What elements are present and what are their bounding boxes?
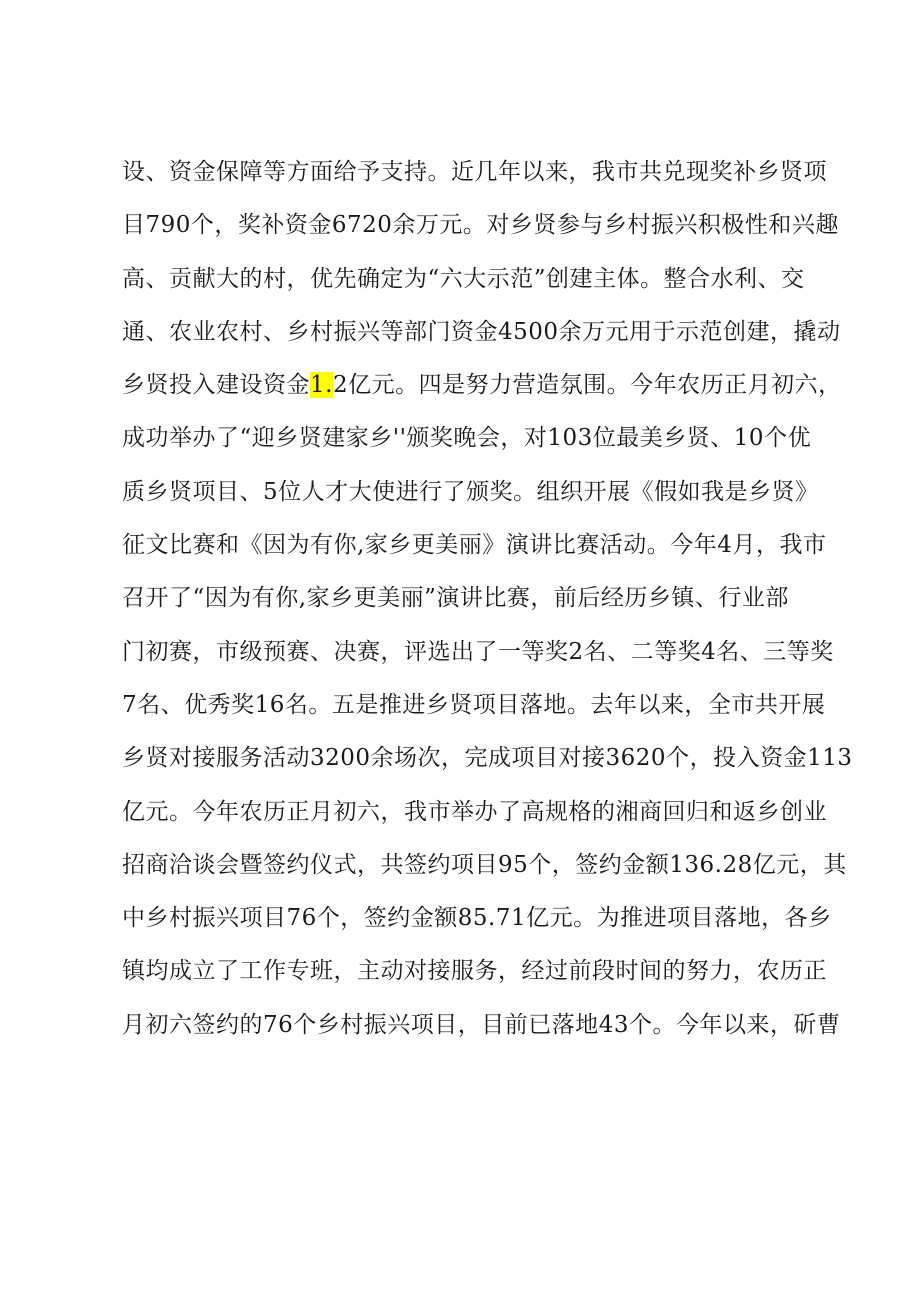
text-line: 成功举办了“迎乡贤建家乡''颁奖晚会，对103位最美乡贤、10个优 [122,425,812,452]
text-line: 高、贡献大的村，优先确定为“六大示范”创建主体。整合水利、交 [122,265,805,292]
text-line: 招商洽谈会暨签约仪式，共签约项目95个，签约金额136.28亿元，其 [122,851,847,878]
text-line: 中乡村振兴项目76个，签约金额85.71亿元。为推进项目落地，各乡 [122,905,832,932]
text-line: 通、农业农村、乡村振兴等部门资金4500余万元用于示范创建，撬动 [122,318,841,345]
text-line: 召开了“因为有你,家乡更美丽”演讲比赛，前后经历乡镇、行业部 [122,585,789,612]
text-segment: 乡贤投入建设资金 [122,372,310,399]
highlighted-text: 1. [310,372,333,399]
text-line: 征文比赛和《因为有你,家乡更美丽》演讲比赛活动。今年4月，我市 [122,532,827,559]
body-text [122,146,853,1052]
text-line: 门初赛，市级预赛、决赛，评选出了一等奖2名、二等奖4名、三等奖 [122,638,834,665]
text-segment: 2亿元。四是努力营造氛围。今年农历正月初六， [332,372,842,399]
text-line: 7名、优秀奖16名。五是推进乡贤项目落地。去年以来，全市共开展 [122,691,826,718]
text-line: 镇均成立了工作专班，主动对接服务，经过前段时间的努力，农历正 [122,958,827,985]
text-line: 乡贤对接服务活动3200余场次，完成项目对接3620个，投入资金113 [122,745,853,772]
text-line: 亿元。今年农历正月初六，我市举办了高规格的湘商回归和返乡创业 [122,798,827,825]
text-line: 设、资金保障等方面给予支持。近几年以来，我市共兑现奖补乡贤项 [122,159,827,185]
text-line: 目790个，奖补资金6720余万元。对乡贤参与乡村振兴积极性和兴趣 [122,212,839,239]
text-line: 月初六签约的76个乡村振兴项目，目前已落地43个。今年以来，斫曹 [122,1011,841,1038]
text-line-highlighted [122,359,842,412]
text-line: 质乡贤项目、5位人才大使进行了颁奖。组织开展《假如我是乡贤》 [122,478,819,505]
